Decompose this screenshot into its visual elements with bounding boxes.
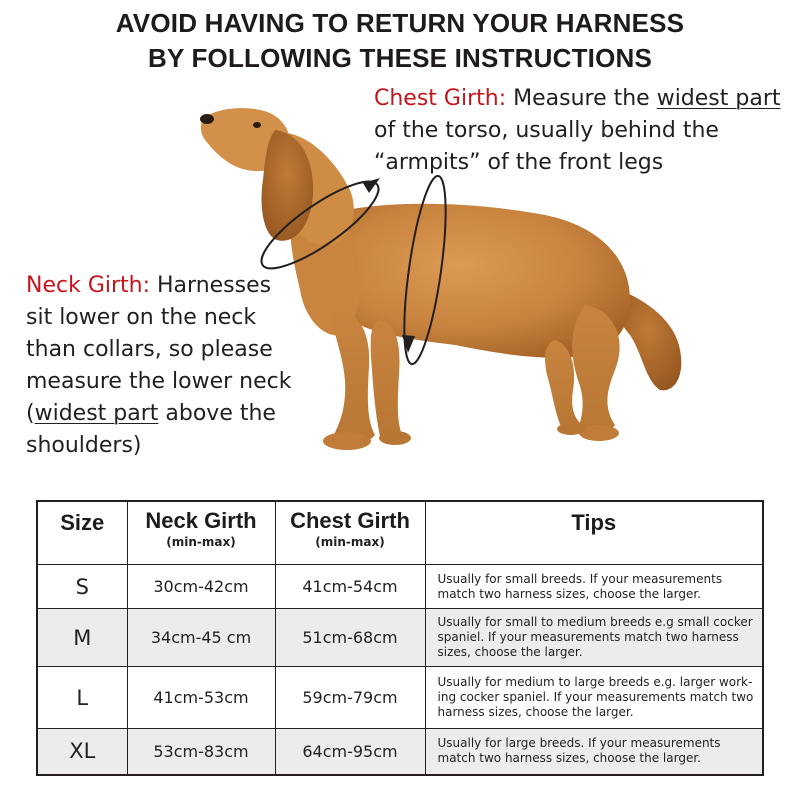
chest-note-line3: “armpits” of the front legs [374,150,664,175]
neck-girth-cell: 30cm-42cm [127,565,275,609]
size-cell: S [37,565,127,609]
neck-note-line5: above the [158,401,276,426]
tips-cell [425,667,763,729]
neck-girth-cell: 34cm-45 cm [127,609,275,667]
header-chest-sub: (min-max) [315,535,385,549]
header-neck-girth [127,501,275,565]
chest-note-line2: of the torso, usually behind the [374,118,719,143]
tip-line: match two harness sizes, choose the larger. [437,586,701,601]
headline-line-1: AVOID HAVING TO RETURN YOUR HARNESS [115,8,685,38]
header-tips [425,501,763,565]
neck-note-line3: than collars, so please [26,337,273,362]
dog-hind-paw-back [557,423,585,435]
table-row [37,729,763,775]
neck-girth-cell: 53cm-83cm [127,729,275,775]
neck-note-line2: sit lower on the neck [26,305,257,330]
chest-note-underline: widest part [656,86,781,111]
dog-front-paw [323,432,371,450]
chest-girth-cell: 41cm-54cm [275,565,425,609]
neck-note-line6: shoulders) [26,433,142,458]
tip-line: Usually for medium to large breeds e.g. larger work- [437,675,753,689]
headline-line-2: BY FOLLOWING THESE INSTRUCTIONS [147,43,653,73]
neck-girth-note [26,270,292,462]
neck-girth-cell: 41cm-53cm [127,667,275,729]
chest-note-line1: Measure the [506,86,657,111]
tip-line: match two harness sizes, choose the larger. [437,751,701,766]
header-neck-sub: (min-max) [166,535,236,549]
neck-girth-label: Neck Girth: [26,273,151,298]
header-chest-label: Chest Girth [290,508,410,533]
table-row [37,667,763,729]
tips-cell [425,729,763,775]
header-size [37,501,127,565]
dog-front-leg [333,310,375,446]
chest-girth-cell: 64cm-95cm [275,729,425,775]
dog-eye [253,122,261,128]
size-chart-table [36,500,764,776]
header-chest-girth [275,501,425,565]
chest-girth-cell: 51cm-68cm [275,609,425,667]
tip-line: sizes, choose the larger. [437,645,583,659]
neck-note-underline: widest part [34,401,159,426]
tip-line: Usually for large breeds. If your measurements [437,736,721,751]
neck-note-line4: measure the lower neck [26,369,292,394]
tip-line: ing cocker spaniel. If your measurements match two [437,690,754,704]
tip-line: spaniel. If your measurements match two harness [437,630,739,644]
dog-hind-leg [572,305,619,436]
tips-cell [425,609,763,667]
tips-cell [425,565,763,609]
table-header-row [37,501,763,565]
dog-front-paw-back [379,431,411,445]
dog-hind-paw [579,425,619,441]
chest-girth-cell: 59cm-79cm [275,667,425,729]
header-tips-label: Tips [571,510,617,535]
page-headline [0,6,800,76]
size-cell: L [37,667,127,729]
size-cell: XL [37,729,127,775]
tip-line: harness sizes, choose the larger. [437,705,634,719]
tip-line: Usually for small breeds. If your measurements [437,571,723,586]
header-size-label: Size [60,510,105,535]
header-neck-label: Neck Girth [145,508,257,533]
neck-note-line1: Harnesses [150,273,272,298]
table-row [37,609,763,667]
dog-front-leg-back [371,320,403,441]
size-cell: M [37,609,127,667]
neck-note-paren: ( [26,401,35,426]
dog-nose [200,114,214,124]
tip-line: Usually for small to medium breeds e.g small cocker [437,615,753,629]
table-row [37,565,763,609]
chest-girth-label: Chest Girth: [374,86,507,111]
chest-girth-note [374,83,781,179]
